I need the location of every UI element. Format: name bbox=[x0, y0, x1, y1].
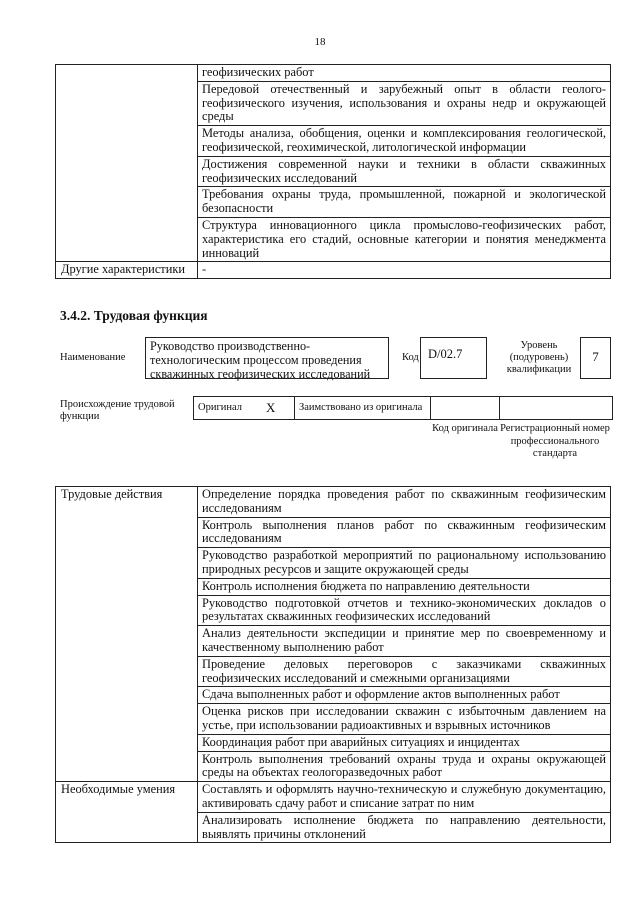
labor-action-item: Сдача выполненных работ и оформление актов выполненных работ bbox=[198, 687, 611, 704]
name-label: Наименование bbox=[60, 352, 126, 363]
origin-code-cell bbox=[431, 397, 500, 420]
labor-action-item: Контроль исполнения бюджета по направлению деятельности bbox=[198, 578, 611, 595]
other-characteristics-value: - bbox=[198, 262, 611, 279]
function-name-box: Руководство производственно-технологическим процессом проведения скважинных геофизических исследований bbox=[145, 337, 389, 379]
code-box: D/02.7 bbox=[420, 337, 487, 379]
labor-action-item: Определение порядка проведения работ по скважинным геофизическим исследованиям bbox=[198, 487, 611, 518]
origin-code-caption: Код оригинала bbox=[432, 423, 498, 434]
skill-item: Составлять и оформлять научно-техническую и служебную документацию, активировать сдачу работ и списание затрат по ним bbox=[198, 782, 611, 813]
origin-label: Происхождение трудовой функции bbox=[60, 399, 175, 422]
skill-item: Анализировать исполнение бюджета по направлению деятельности, выявлять причины отклонений bbox=[198, 812, 611, 843]
labor-action-item: Проведение деловых переговоров с заказчиками скважинных геофизических исследований и смежными организациями bbox=[198, 656, 611, 687]
labor-action-item: Контроль выполнения планов работ по скважинным геофизическим исследованиям bbox=[198, 517, 611, 548]
table-row bbox=[56, 65, 611, 82]
level-box: 7 bbox=[580, 337, 611, 379]
code-label: Код bbox=[402, 352, 419, 363]
original-mark: X bbox=[262, 397, 295, 420]
registration-caption: Регистрационный номер профессионального стандарта bbox=[500, 423, 610, 459]
labor-table bbox=[55, 486, 611, 843]
knowledge-item: Требования охраны труда, промышленной, пожарной и экологической безопасности bbox=[198, 187, 611, 218]
table-row bbox=[56, 782, 611, 813]
borrowed-label: Заимствовано из оригинала bbox=[295, 397, 431, 420]
labor-action-item: Руководство подготовкой отчетов и технико-экономических докладов о результатах скважинных геофизических исследований bbox=[198, 595, 611, 626]
labor-action-item: Оценка рисков при исследовании скважин с избыточным давлением на устье, при использовании радиоактивных и взрывных источников bbox=[198, 704, 611, 735]
table-row bbox=[56, 262, 611, 279]
original-label: Оригинал bbox=[194, 397, 263, 420]
labor-actions-label: Трудовые действия bbox=[56, 487, 198, 782]
labor-action-item: Руководство разработкой мероприятий по рациональному использованию природных ресурсов и защите окружающей среды bbox=[198, 548, 611, 579]
knowledge-item: Структура инновационного цикла промыслово-геофизических работ, характеристика его стадий, основные категории и понятия менеджмента инноваций bbox=[198, 217, 611, 261]
table-row bbox=[56, 487, 611, 518]
registration-number-cell bbox=[500, 397, 613, 420]
knowledge-table bbox=[55, 64, 611, 279]
knowledge-item: Передовой отечественный и зарубежный опыт в области геолого-геофизического изучения, использования и охраны недр и окружающей среды bbox=[198, 81, 611, 125]
knowledge-label-cell bbox=[56, 65, 198, 262]
page-number: 18 bbox=[314, 36, 326, 48]
skills-label: Необходимые умения bbox=[56, 782, 198, 843]
labor-action-item: Анализ деятельности экспедиции и принятие мер по своевременному и качественному выполнению работ bbox=[198, 626, 611, 657]
table-row bbox=[194, 397, 613, 420]
other-characteristics-label: Другие характеристики bbox=[56, 262, 198, 279]
knowledge-item: геофизических работ bbox=[198, 65, 611, 82]
labor-action-item: Координация работ при аварийных ситуациях и инцидентах bbox=[198, 734, 611, 751]
origin-table bbox=[193, 396, 613, 420]
section-title: 3.4.2. Трудовая функция bbox=[60, 308, 208, 323]
labor-action-item: Контроль выполнения требований охраны труда и охраны окружающей среды на объектах геологоразведочных работ bbox=[198, 751, 611, 782]
knowledge-item: Достижения современной науки и техники в области скважинных геофизических исследований bbox=[198, 156, 611, 187]
level-label: Уровень (подуровень) квалификации bbox=[506, 340, 572, 375]
knowledge-item: Методы анализа, обобщения, оценки и комплексирования геологической, геофизической, геохимической, литологической информации bbox=[198, 126, 611, 157]
